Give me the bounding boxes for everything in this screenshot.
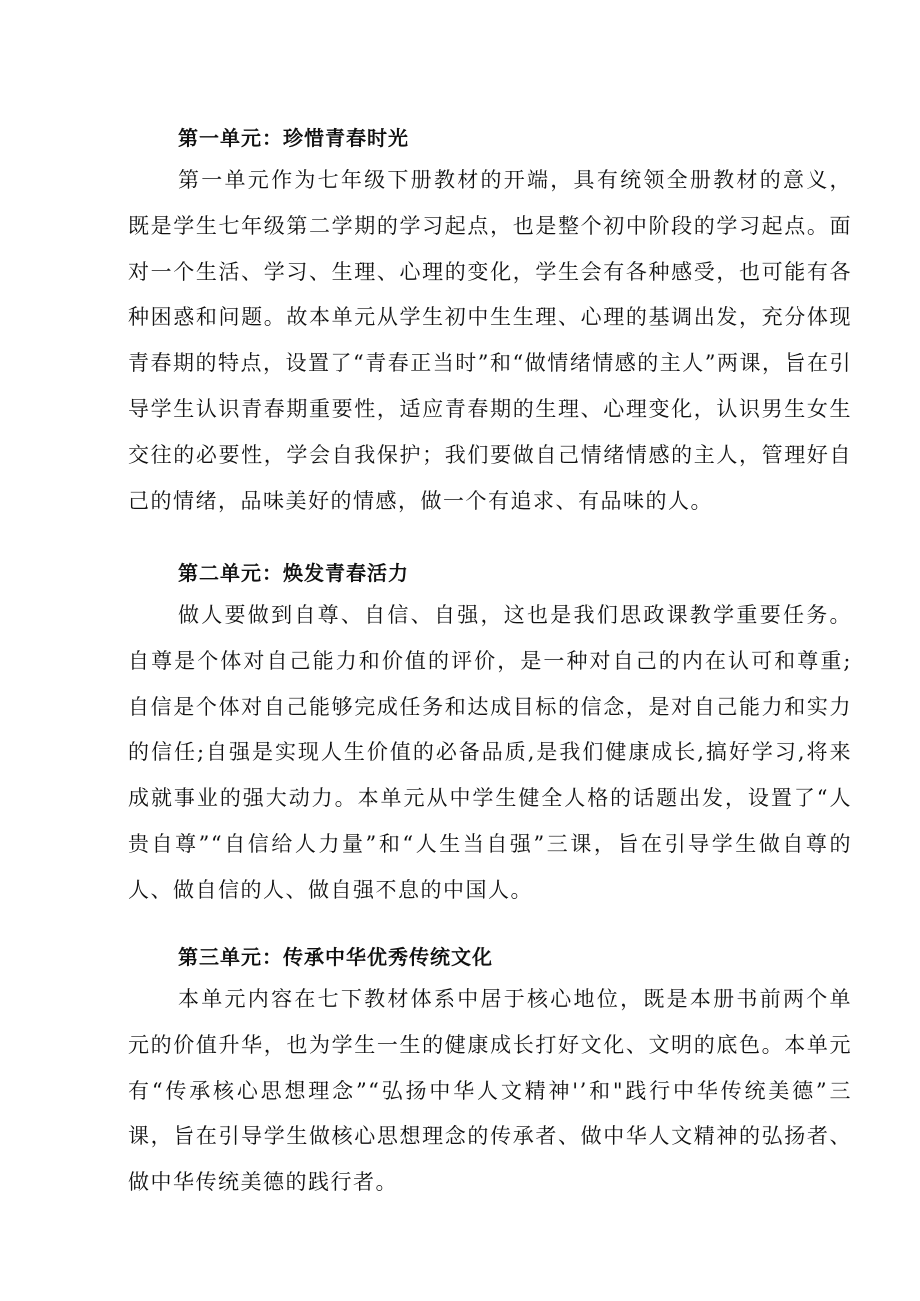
unit-2-paragraph: 做人要做到自尊、自信、自强，这也是我们思政课教学重要任务。自尊是个体对自己能力和价值的评价，是一种对自己的内在认可和尊重;自信是个体对自己能够完成任务和达成目标的信念，是对自己能力和实力的信任;自强是实现人生价值的必备品质,是我们健康成长,搞好学习,将来成就事业的强大动力。本单元从中学生健全人格的话题出发，设置了“人贵自尊”“自信给人力量”和“人生当自强”三课，旨在引导学生做自尊的人、做自信的人、做自强不息的中国人。 [128, 603, 852, 902]
unit-3-section [128, 937, 852, 1206]
unit-1-section [128, 118, 852, 524]
unit-3-heading: 第三单元：传承中华优秀传统文化 [178, 945, 493, 969]
unit-1-heading: 第一单元：珍惜青春时光 [178, 126, 409, 150]
unit-3-paragraph: 本单元内容在七下教材体系中居于核心地位，既是本册书前两个单元的价值升华，也为学生一生的健康成长打好文化、文明的底色。本单元有“传承核心思想理念”“弘扬中华人文精神'’和"践行中华传统美德”三课，旨在引导学生做核心思想理念的传承者、做中华人文精神的弘扬者、做中华传统美德的践行者。 [128, 987, 852, 1195]
unit-2-section [128, 553, 852, 914]
unit-1-paragraph: 第一单元作为七年级下册教材的开端，具有统领全册教材的意义，既是学生七年级第二学期的学习起点，也是整个初中阶段的学习起点。面对一个生活、学习、生理、心理的变化，学生会有各种感受，也可能有各种困惑和问题。故本单元从学生初中生生理、心理的基调出发，充分体现青春期的特点，设置了“青春正当时”和“做情绪情感的主人”两课，旨在引导学生认识青春期重要性，适应青春期的生理、心理变化，认识男生女生交往的必要性，学会自我保护；我们要做自己情绪情感的主人，管理好自己的情绪，品味美好的情感，做一个有追求、有品味的人。 [128, 168, 852, 513]
unit-2-heading: 第二单元：焕发青春活力 [178, 561, 409, 585]
